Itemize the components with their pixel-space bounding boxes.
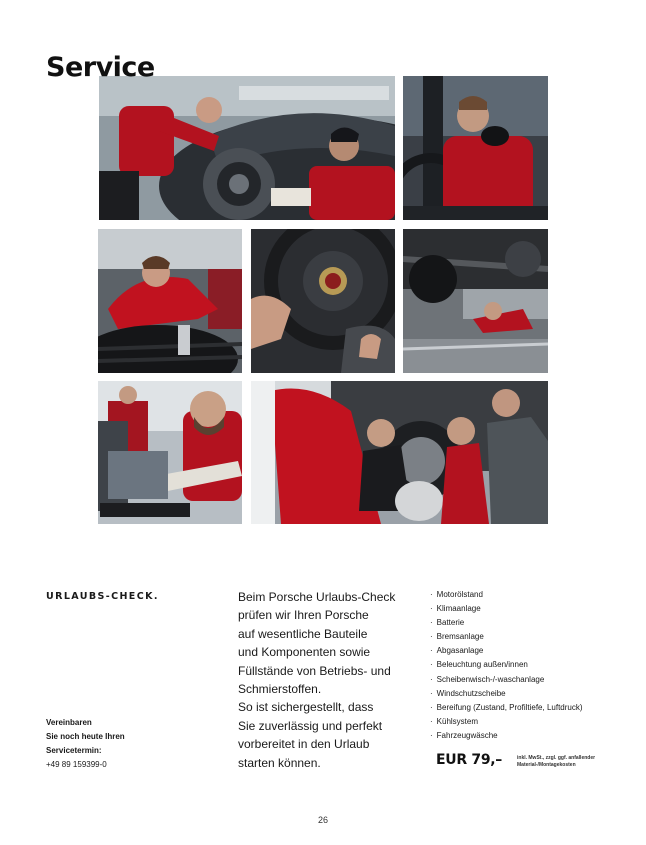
- body-line: prüfen wir Ihren Porsche: [238, 608, 369, 623]
- body-line: starten können.: [238, 755, 321, 770]
- contact-block: [46, 716, 125, 772]
- photo-steering-wheel: [251, 229, 395, 373]
- body-line: So ist sichergestellt, dass: [238, 700, 374, 715]
- body-line: Schmierstoffen.: [238, 682, 322, 697]
- contact-phone[interactable]: +49 89 159399-0: [46, 760, 107, 769]
- contact-line-1: Vereinbaren: [46, 718, 92, 727]
- body-line: Sie zuverlässig und perfekt: [238, 718, 383, 733]
- checklist-item: · Batterie: [430, 616, 583, 630]
- body-line: und Komponenten sowie: [238, 645, 371, 660]
- checklist-item: · Bremsanlage: [430, 630, 583, 644]
- body-line: Beim Porsche Urlaubs-Check: [238, 590, 396, 604]
- body-line: vorbereitet in den Urlaub: [238, 737, 370, 752]
- body-line: auf wesentliche Bauteile: [238, 626, 368, 641]
- contact-line-3: Servicetermin:: [46, 746, 102, 755]
- checklist-item: · Fahrzeugwäsche: [430, 729, 583, 743]
- checklist-item: · Klimaanlage: [430, 602, 583, 616]
- photo-undercarriage: [403, 229, 548, 373]
- checklist-item: · Windschutzscheibe: [430, 687, 583, 701]
- checklist-item: · Beleuchtung außen/innen: [430, 658, 583, 672]
- checklist-item: · Motorölstand: [430, 588, 583, 602]
- checklist-item: · Kühlsystem: [430, 715, 583, 729]
- photo-mechanic-in-car: [403, 76, 548, 220]
- checklist-item: · Bereifung (Zustand, Profiltiefe, Luftdruck): [430, 701, 583, 715]
- photo-mechanics-polishing-car: [99, 76, 395, 220]
- photo-brake-disc: [251, 381, 548, 524]
- contact-line-2: Sie noch heute Ihren: [46, 732, 125, 741]
- body-line: Füllstände von Betriebs- und: [238, 663, 391, 678]
- checklist-item: · Abgasanlage: [430, 644, 583, 658]
- service-checklist: [430, 588, 583, 743]
- body-text: [238, 588, 418, 772]
- photo-technician-tyre: [98, 229, 242, 373]
- checklist-item: · Scheibenwisch-/-waschanlage: [430, 673, 583, 687]
- page-title: Service: [46, 52, 155, 83]
- price: EUR 79,–: [436, 752, 502, 768]
- photo-laptop-diagnosis: [98, 381, 242, 524]
- section-heading: URLAUBS-CHECK.: [46, 591, 159, 602]
- page-number: 26: [317, 815, 328, 825]
- price-note: inkl. MwSt., zzgl. ggf. anfallender Material-/Montagekosten: [517, 755, 596, 768]
